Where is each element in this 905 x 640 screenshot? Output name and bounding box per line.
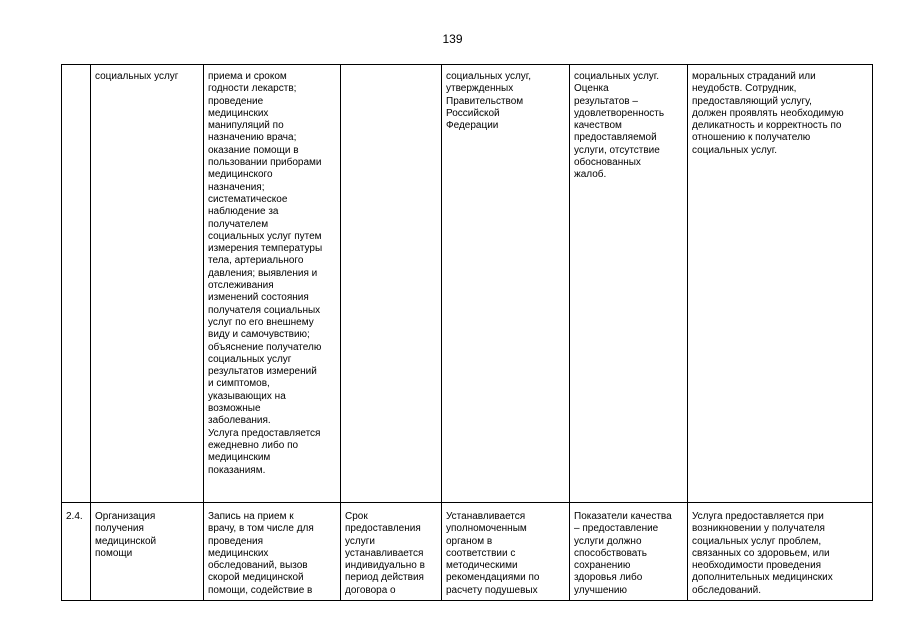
- row-number-cell: [62, 65, 91, 503]
- service-quality-cell: социальных услуг. Оценка результатов – удовлетворенность качеством предоставляемой услуги, отсутствие обоснованных жалоб.: [570, 65, 688, 503]
- service-term-cell: Срок предоставления услуги устанавливается индивидуально в период действия договора о: [341, 503, 442, 601]
- service-name-cell: Организация получения медицинской помощи: [91, 503, 204, 601]
- row-number-cell: 2.4.: [62, 503, 91, 601]
- service-quality-cell: Показатели качества – предоставление услуги должно способствовать сохранению здоровья либо улучшению: [570, 503, 688, 601]
- page-number: 139: [442, 32, 463, 46]
- services-table: [61, 64, 873, 601]
- service-term-cell: [341, 65, 442, 503]
- service-cost-cell: Устанавливается уполномоченным органом в соответствии с методическими рекомендациями по расчету подушевых: [442, 503, 570, 601]
- table-row: [62, 503, 873, 601]
- service-name-cell: социальных услуг: [91, 65, 204, 503]
- service-description-cell: приема и сроком годности лекарств; проведение медицинских манипуляций по назначению врача; оказание помощи в пользовании приборами медицинского назначения; систематическое наблюдение за получателем социальных услуг путем измерения температуры тела, артериального давления; выявления и отслеживания изменений состояния получателя социальных услуг по его внешнему виду и самочувствию; объяснение получателю социальных услуг результатов измерений и симптомов, указывающих на возможные заболевания. Услуга предоставляется ежедневно либо по медицинским показаниям.: [204, 65, 341, 503]
- service-description-cell: Запись на прием к врачу, в том числе для проведения медицинских обследований, вызов скорой медицинской помощи, содействие в: [204, 503, 341, 601]
- service-conditions-cell: моральных страданий или неудобств. Сотрудник, предоставляющий услугу, должен проявлять необходимую деликатность и корректность по отношению к получателю социальных услуг.: [688, 65, 873, 503]
- table-row: [62, 65, 873, 503]
- service-cost-cell: социальных услуг, утвержденных Правительством Российской Федерации: [442, 65, 570, 503]
- service-conditions-cell: Услуга предоставляется при возникновении у получателя социальных услуг проблем, связанных со здоровьем, или необходимости проведения дополнительных медицинских обследований.: [688, 503, 873, 601]
